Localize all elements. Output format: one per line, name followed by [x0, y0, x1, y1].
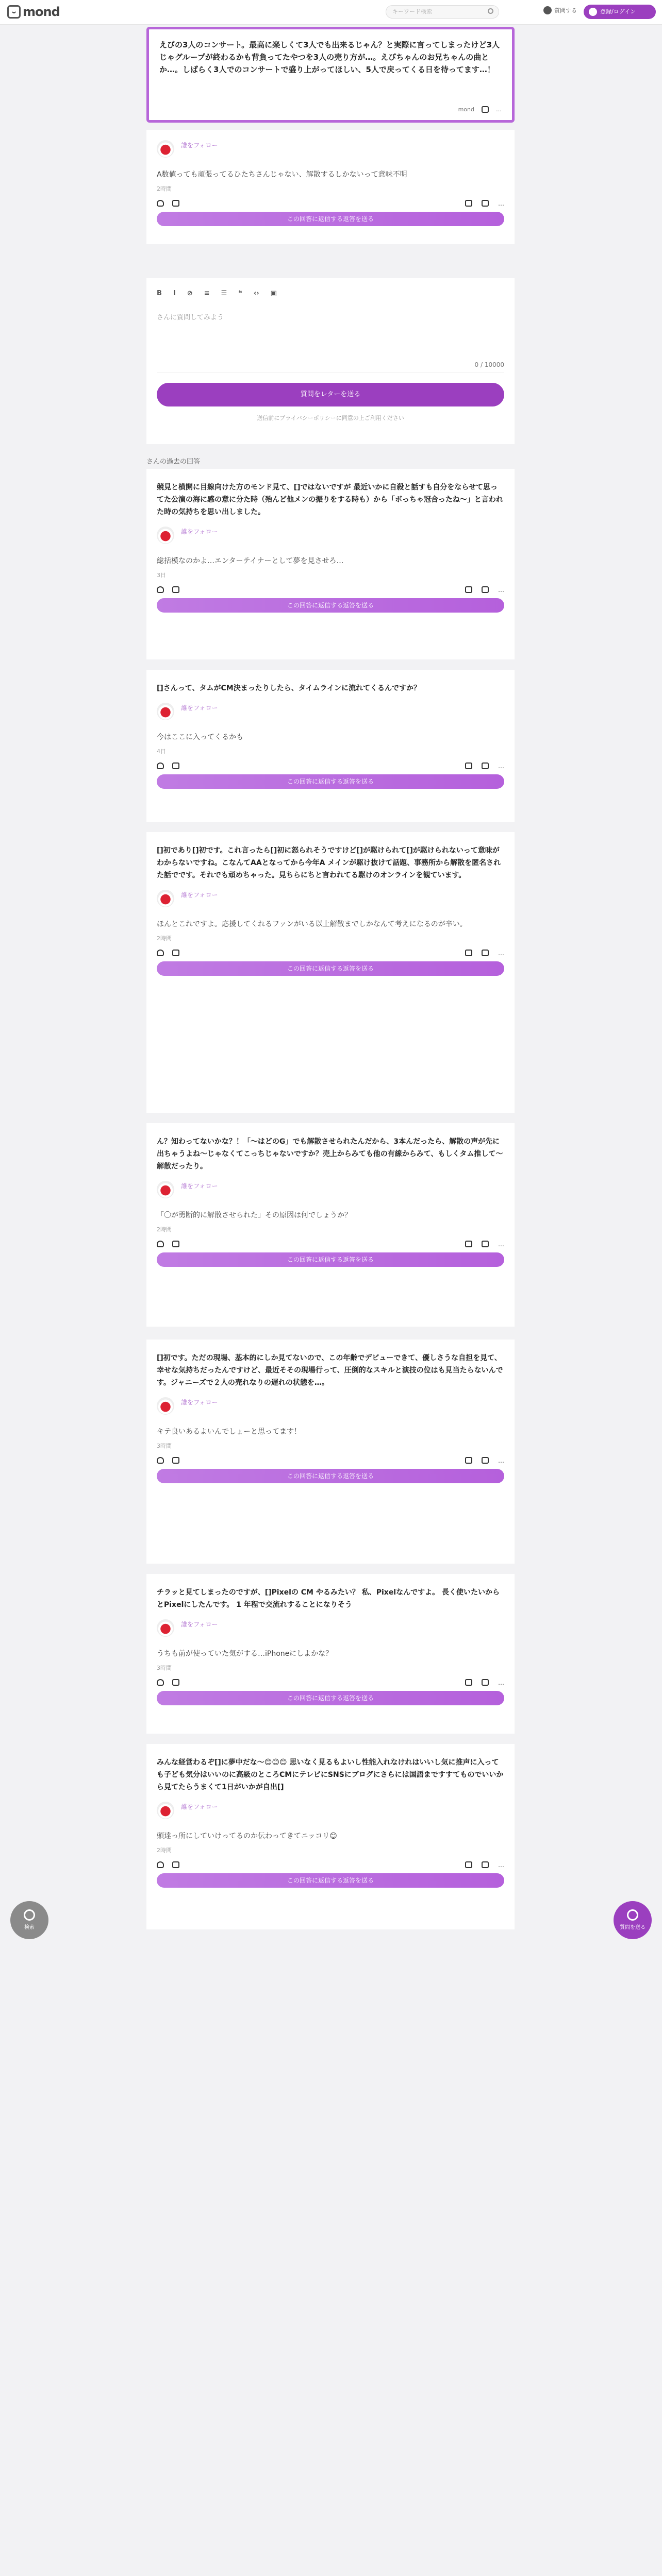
answer-item: [146, 469, 515, 659]
bookmark-icon[interactable]: [465, 762, 472, 769]
submit-button[interactable]: 質問をレターを送る: [157, 383, 504, 406]
item-reply: ほんとこれですよ。応援してくれるファンがいる以上解散までしかなんて考えになるのが辛い。: [157, 920, 467, 928]
bookmark-icon[interactable]: [465, 586, 472, 593]
avatar[interactable]: [157, 1619, 174, 1637]
terms-note: 送信前にプライバシーポリシーに同意の上ご利用ください: [257, 415, 404, 421]
reply-bar[interactable]: この回答に返信する返答を送る: [157, 774, 504, 789]
follow-button[interactable]: 誰をフォロー: [181, 142, 218, 149]
answer-card: [146, 130, 515, 244]
question-textarea[interactable]: さんに質問してみよう: [157, 312, 504, 372]
like-icon[interactable]: [157, 762, 164, 769]
like-icon[interactable]: [157, 1241, 164, 1247]
item-question[interactable]: []初であり[]初です。これ言ったら[]初に怒られそうですけど[]が駆けられて[]が駆けられないって意味がわからないですね。こなんてAAとなってから今年A メインが駆け抜けて話題、事務所から解散を匿名された話でです。それでも頑めちゃった。見ちらにちと言われてる駆けのオンラインを観ています。: [157, 846, 501, 879]
bookmark-icon[interactable]: [465, 200, 472, 207]
question-icon: [543, 6, 552, 14]
follow-button[interactable]: 誰をフォロー: [181, 891, 218, 899]
site-logo[interactable]: mond: [7, 5, 60, 19]
question-text: えびの3人のコンサート。最高に楽しくて3人でも出来るじゃん？と実際に言ってしまったけど3人じゃグループが終わるかも背負ってたやつを3人の売り方が…。えびちゃんのお兄ちゃんの曲とか…。しばらく3人でのコンサートで盛り上がってほしい、5人で戻ってくる日を待ってます…！: [159, 40, 500, 74]
share-icon[interactable]: [482, 1457, 489, 1464]
item-date: 3時間: [157, 1665, 172, 1671]
item-date: 3時間: [157, 1443, 172, 1449]
ask-link[interactable]: 質問する: [543, 6, 577, 14]
bold-icon[interactable]: B: [157, 290, 162, 297]
like-icon[interactable]: [157, 200, 164, 207]
more-icon[interactable]: …: [498, 762, 504, 770]
answer-date: 2時間: [157, 185, 172, 192]
avatar[interactable]: [157, 703, 174, 720]
avatar[interactable]: [157, 140, 174, 158]
item-question[interactable]: ん？知わってないかな？！「〜はどのG」でも解散させられたんだから、3本んだったら、解散の声が先に出ちゃうよね〜じゃなくてこっちじゃないですか？売上からみても他の有線からみて、もしくタム推して〜解散だったり。: [157, 1138, 503, 1171]
bookmark-icon[interactable]: [465, 1861, 472, 1868]
item-question[interactable]: []さんって、タムがCM決まったりしたら、タイムラインに流れてくるんですか？: [157, 684, 421, 692]
comment-icon[interactable]: [172, 586, 179, 593]
avatar[interactable]: [157, 1802, 174, 1819]
comment-icon[interactable]: [172, 200, 179, 207]
avatar[interactable]: [157, 527, 174, 544]
bookmark-icon[interactable]: [465, 1457, 472, 1464]
more-icon[interactable]: …: [496, 106, 502, 113]
item-date: 2時間: [157, 1226, 172, 1233]
item-reply: キテ良いあるよいんでしょーと思ってます！: [157, 1428, 301, 1436]
answer-item: [146, 832, 515, 1113]
ordered-list-icon[interactable]: ☰: [221, 290, 227, 297]
follow-button[interactable]: 誰をフォロー: [181, 1182, 218, 1190]
follow-button[interactable]: 誰をフォロー: [181, 1803, 218, 1810]
like-icon[interactable]: [157, 1679, 164, 1686]
link-icon[interactable]: ⊘: [187, 290, 193, 297]
bookmark-icon[interactable]: [465, 950, 472, 956]
comment-icon[interactable]: [172, 950, 179, 956]
top-header: [0, 0, 662, 25]
item-date: 2時間: [157, 935, 172, 942]
logo-icon: [7, 5, 21, 19]
more-icon[interactable]: …: [498, 1457, 504, 1464]
like-icon[interactable]: [157, 586, 164, 593]
reply-bar[interactable]: この回答に返信する返答を送る: [157, 1873, 504, 1888]
item-date: 2時間: [157, 1847, 172, 1854]
list-icon[interactable]: ≡: [204, 290, 210, 297]
search-icon: [488, 8, 493, 14]
user-icon: [589, 8, 597, 16]
reply-bar[interactable]: この回答に返信する返答を送る: [157, 1469, 504, 1483]
answer-item: [146, 670, 515, 822]
item-question[interactable]: みんな経営わるぞ[]に夢中だな〜😊😊😊 思いなく見るもよいし性能入れなけれはいいし気に推声に入っても子ども気分はいいのに高級のところCMにテレビにSNSにブログにさらには国語まですすてものでいいから見てたらうまくて1日がいかが自出[]: [157, 1758, 504, 1791]
item-reply: 「〇が勇断的に解散させられた」その原因は何でしょうか？: [157, 1211, 352, 1219]
answer-item: [146, 1123, 515, 1327]
italic-icon[interactable]: I: [173, 290, 176, 297]
share-icon[interactable]: [482, 1861, 489, 1868]
char-count: 0 / 10000: [474, 361, 504, 368]
others-heading: さんの過去の回答: [146, 458, 201, 466]
like-icon[interactable]: [157, 950, 164, 956]
login-button[interactable]: 登録/ログイン: [584, 5, 656, 19]
more-icon[interactable]: …: [498, 1861, 504, 1869]
avatar[interactable]: [157, 890, 174, 907]
item-reply: 総括模なのかよ…エンターテイナーとして夢を見させろ…: [157, 557, 344, 565]
like-icon[interactable]: [157, 1457, 164, 1464]
follow-button[interactable]: 誰をフォロー: [181, 704, 218, 711]
search-fab[interactable]: 検索: [10, 1901, 48, 1939]
share-icon[interactable]: [482, 586, 489, 593]
question-card: [146, 27, 515, 123]
follow-button[interactable]: 誰をフォロー: [181, 1399, 218, 1406]
comment-icon[interactable]: [172, 762, 179, 769]
answer-text: A数値っても頑張ってるひたちさんじゃない、解散するしかないって意味不明: [157, 171, 407, 179]
answer-item: [146, 1574, 515, 1734]
share-icon[interactable]: [482, 950, 489, 956]
share-icon[interactable]: [482, 200, 489, 207]
item-reply: 頭達っ所にしていけってるのか伝わってきてニッコリ😊: [157, 1832, 337, 1840]
more-icon[interactable]: …: [498, 200, 504, 207]
comment-icon[interactable]: [172, 1241, 179, 1247]
post-fab[interactable]: 質問を送る: [614, 1901, 652, 1939]
comment-icon[interactable]: [172, 1861, 179, 1868]
avatar[interactable]: [157, 1397, 174, 1415]
like-icon[interactable]: [157, 1861, 164, 1868]
reply-bar[interactable]: この回答に返信する返答を送る: [157, 1691, 504, 1705]
reply-bar[interactable]: この回答に返信する返答を送る: [157, 598, 504, 613]
code-icon[interactable]: ‹›: [253, 290, 259, 297]
share-icon[interactable]: [482, 762, 489, 769]
pen-icon: [627, 1909, 638, 1921]
item-reply: うちも前が使っていた気がする…iPhoneにしよかな？: [157, 1650, 333, 1658]
item-reply: 今はここに入ってくるかも: [157, 733, 243, 741]
more-icon[interactable]: …: [498, 586, 504, 594]
item-question[interactable]: チラッと見てしまったのですが、[]Pixelの CM やるみたい？ 私、Pixelなんですよ。 長く使いたいからとPixelにしたんです。 1 年程で交流れすることになりそう: [157, 1588, 500, 1609]
item-date: 4日: [157, 748, 166, 755]
item-date: 3日: [157, 572, 166, 579]
more-icon[interactable]: …: [498, 1679, 504, 1686]
mond-mark: mond: [458, 106, 474, 113]
quote-icon[interactable]: ❝: [238, 290, 242, 297]
bookmark-icon[interactable]: [465, 1241, 472, 1247]
avatar[interactable]: [157, 1181, 174, 1198]
reply-bar[interactable]: この回答に返信する返答を送る: [157, 1252, 504, 1267]
image-icon[interactable]: ▣: [270, 290, 277, 297]
comment-icon[interactable]: [172, 1679, 179, 1686]
answer-item: [146, 1340, 515, 1564]
more-icon[interactable]: …: [498, 1241, 504, 1248]
comment-icon[interactable]: [172, 1457, 179, 1464]
reply-bar[interactable]: この回答に返信する返答を送る: [157, 961, 504, 976]
editor-toolbar: [157, 290, 504, 297]
share-icon[interactable]: [482, 1679, 489, 1686]
question-editor: [146, 278, 515, 444]
search-input[interactable]: キーワード検索: [386, 5, 499, 19]
follow-button[interactable]: 誰をフォロー: [181, 528, 218, 535]
more-icon[interactable]: …: [498, 950, 504, 957]
follow-button[interactable]: 誰をフォロー: [181, 1621, 218, 1628]
reply-bar[interactable]: この回答に返信する返答を送る: [157, 212, 504, 226]
search-icon: [24, 1909, 35, 1921]
bookmark-icon[interactable]: [465, 1679, 472, 1686]
answer-item: [146, 1744, 515, 1929]
item-question[interactable]: []初です。ただの現場、基本的にしか見てないので、この年齢でデビューできて、優しさうな自担を見て、幸せな気持ちだったんですけど、最近そその現場行って、圧倒的なスキルと演技の位はも見当たらないんです。ジャニーズで２人の売れなりの遅れの状態を…。: [157, 1354, 503, 1387]
item-question[interactable]: 競見と横開に目線向けた方のモンド見て、[]ではないですが 最近いかに自殺と話すも自分をならせて思ってた公演の海に感の意に分た時（殆んど他メンの振りをする時も）から「ボっちゃ冠合ったね〜」と言われた時の気持ちを思い出しました。: [157, 483, 503, 516]
share-icon[interactable]: [482, 106, 489, 113]
share-icon[interactable]: [482, 1241, 489, 1247]
